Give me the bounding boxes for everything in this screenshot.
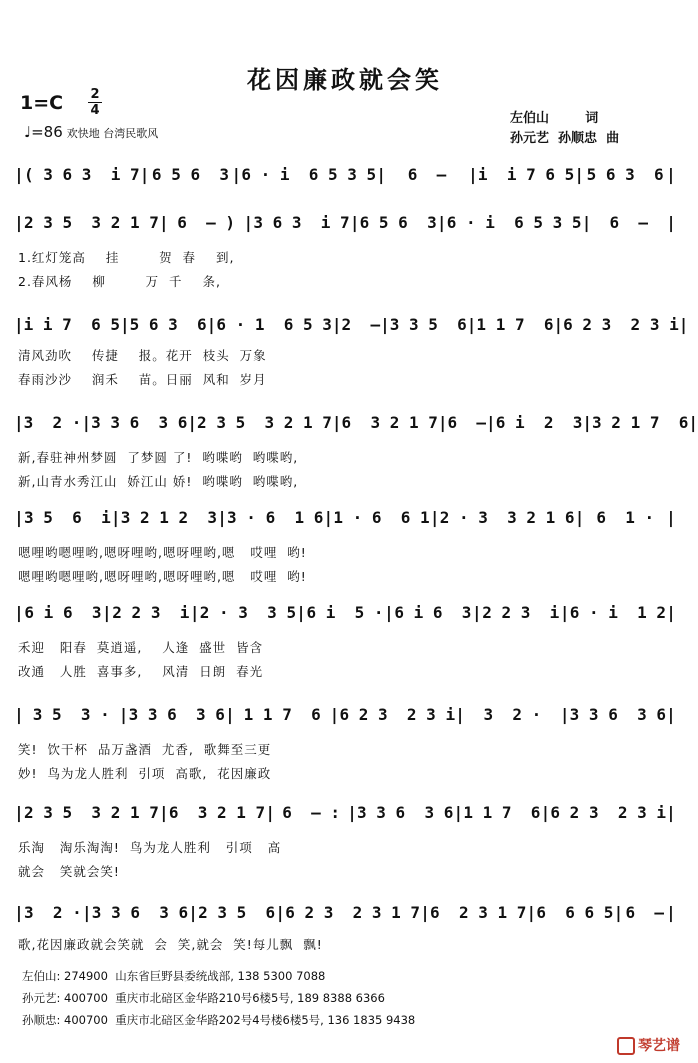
barline: |	[206, 314, 217, 334]
barline: |	[526, 902, 537, 922]
barline: |	[574, 507, 585, 527]
lyric-line: 就会 笑就会笑!	[18, 864, 120, 879]
barline: |	[14, 602, 24, 622]
barline: |	[678, 314, 689, 334]
measure: 5 6 3 6	[586, 164, 664, 184]
measure: 3 3 5 6	[389, 314, 467, 334]
barline: |	[217, 507, 227, 527]
barline: |	[468, 164, 478, 184]
barline: |	[331, 412, 342, 432]
measure: 3 2 ·	[24, 902, 82, 922]
barline: |	[119, 314, 130, 334]
measure: 6 – :	[282, 802, 340, 822]
measure: 6 –	[609, 212, 649, 232]
measure: 2 2 3 i	[482, 602, 560, 622]
barline: |	[110, 507, 121, 527]
barline: |	[14, 902, 24, 922]
barline: |	[159, 802, 169, 822]
measure: i i 7 6 5	[477, 164, 575, 184]
barline: |	[666, 212, 676, 232]
barline: |	[296, 602, 306, 622]
measure: i i 7 6 5	[23, 314, 120, 334]
barline: |	[243, 212, 254, 232]
measure: 2 3 5 3 2 1 7	[197, 412, 332, 432]
notation-system	[14, 408, 698, 436]
barline: |	[188, 902, 198, 922]
measure: 6 2 3 1 7	[430, 902, 527, 922]
barline: |	[384, 602, 394, 622]
barline: |	[466, 314, 477, 334]
measure: 6 –	[407, 164, 447, 184]
time-signature	[88, 88, 102, 117]
lyric-line: 妙! 鸟为龙人胜利 引项 高歌, 花因廉政	[18, 766, 272, 781]
measure: 6 · i 6 5 3 5	[446, 212, 582, 232]
barline: |	[14, 314, 24, 334]
barline: |	[666, 507, 676, 527]
measure: 6 · 1 6 5 3	[216, 314, 332, 334]
barline: |	[189, 602, 200, 622]
tempo-marking	[24, 123, 158, 141]
barline: |	[139, 164, 150, 184]
measure: 6 i 6 3	[394, 602, 472, 622]
barline: |	[540, 802, 551, 822]
barline: |	[666, 902, 676, 922]
lyric-line: 2.春风杨 柳 万 千 条,	[18, 274, 221, 289]
measure: 6 2 3 2 3 i	[563, 314, 679, 334]
measure: 6 i 5 ·	[306, 602, 384, 622]
footer-line: 孙顺忠: 400700 重庆市北碚区金华路202号4号楼6楼5号, 136 1835 9438	[22, 1013, 416, 1027]
footer-line: 孙元艺: 400700 重庆市北碚区金华路210号6楼5号, 189 8388 6366	[22, 991, 385, 1005]
barline: |	[329, 704, 340, 724]
measure: 3 3 6 3 6	[91, 412, 188, 432]
time-top: 2	[90, 87, 100, 102]
barline: |	[347, 802, 357, 822]
barline: |	[14, 704, 24, 724]
barline: |	[14, 507, 24, 527]
barline: |	[666, 704, 676, 724]
measure: 6 2 3 2 3 1 7	[285, 902, 421, 922]
barline: |	[666, 802, 676, 822]
measure: 2 · 3 3 5	[199, 602, 297, 622]
notation-system	[14, 898, 676, 926]
lyric-line: 新,春驻神州梦圆 了梦圆 了! 哟喋哟 哟喋哟,	[18, 450, 299, 465]
measure: 6 1 ·	[596, 507, 655, 527]
tempo-value: =86	[31, 123, 63, 141]
measure: 3 5 6 i	[24, 507, 111, 527]
lyric-line: 禾迎 阳春 莫逍遥, 人逢 盛世 皆含	[18, 640, 264, 655]
barline: |	[102, 602, 112, 622]
notation-system	[14, 208, 676, 236]
barline: |	[574, 164, 585, 184]
measure: 6 3 2 1 7	[168, 802, 266, 822]
lyric-line: 1.红灯笼高 挂 贺 春 到,	[18, 250, 235, 265]
barline: |	[14, 164, 24, 184]
barline: |	[486, 412, 496, 432]
quarter-note-icon: ♩	[24, 123, 32, 141]
barline: |	[666, 164, 676, 184]
measure: 1 · 6 6 1	[333, 507, 430, 527]
measure: 3 2 ·	[23, 412, 82, 432]
barline: |	[225, 704, 235, 724]
measure: 3 6 3 i 7	[253, 212, 350, 232]
barline: |	[118, 704, 129, 724]
barline: |	[582, 412, 593, 432]
barline: |	[323, 507, 334, 527]
barline: |	[436, 212, 447, 232]
measure: ( 3 6 3 i 7	[24, 164, 140, 184]
barline: |	[453, 802, 464, 822]
barline: |	[275, 902, 285, 922]
barline: |	[420, 902, 430, 922]
barline: |	[81, 902, 92, 922]
measure: 3 2 ·	[483, 704, 542, 724]
measure: 6 –	[625, 902, 664, 922]
notation-system	[14, 598, 676, 626]
measure: 6 5 6 3	[151, 164, 229, 184]
lyric-line: 新,山青水秀江山 娇江山 娇! 哟喋哟 哟喋哟,	[18, 474, 299, 489]
barline: |	[14, 212, 24, 232]
barline: |	[559, 704, 570, 724]
measure: 2 · 3 3 2 1 6	[439, 507, 575, 527]
footer-line: 左伯山: 274900 山东省巨野县委统战部, 138 5300 7088	[22, 969, 326, 983]
measure: 2 3 5 3 2 1 7	[24, 212, 159, 232]
measure: 6 2 3 2 3 i	[339, 704, 456, 724]
barline: |	[380, 314, 390, 334]
measure: 6 – )	[177, 212, 235, 232]
lyric-line: 笑! 饮干杯 品万盏酒 尤香, 歌舞至三更	[18, 742, 272, 757]
notation-system	[14, 160, 676, 188]
barline: |	[581, 212, 592, 232]
logo-icon	[617, 1037, 635, 1055]
barline: |	[559, 602, 570, 622]
measure: 2 2 3 i	[112, 602, 190, 622]
lyric-line: 嗯哩哟嗯哩哟,嗯呀哩哟,嗯呀哩哟,嗯 哎哩 哟!	[18, 569, 307, 584]
key-signature: 1=C	[20, 92, 64, 114]
notation-system	[14, 310, 689, 338]
measure: 1 1 7 6	[463, 802, 541, 822]
measure: 2 –	[341, 314, 381, 334]
barline: |	[349, 212, 360, 232]
watermark-text: 琴艺谱	[638, 1038, 680, 1054]
barline: |	[14, 412, 24, 432]
measure: 5 6 3 6	[129, 314, 207, 334]
measure: 3 3 6 3 6	[569, 704, 666, 724]
barline: |	[265, 802, 275, 822]
measure: 6 –	[447, 412, 487, 432]
lyric-line: 清风劲吹 传捷 报。花开 枝头 万象	[18, 348, 267, 363]
barline: |	[455, 704, 465, 724]
measure: 6 · i 1 2	[569, 602, 667, 622]
composer-credit: 孙元艺 孙顺忠 曲	[510, 131, 620, 146]
barline: |	[688, 412, 698, 432]
measure: 3 · 6 1 6	[227, 507, 324, 527]
barline: |	[613, 902, 624, 922]
measure: 6 6 6 5	[536, 902, 614, 922]
notation-system	[14, 700, 676, 728]
lyricist-credit: 左伯山 词	[510, 111, 599, 126]
barline: |	[429, 507, 440, 527]
barline: |	[553, 314, 564, 334]
barline: |	[81, 412, 92, 432]
song-title: 花因廉政就会笑	[247, 66, 443, 94]
measure: 3 3 6 3 6	[357, 802, 454, 822]
measure: 6 · i 6 5 3 5	[241, 164, 377, 184]
measure: 6 5 6 3	[359, 212, 437, 232]
measure: 6 2 3 2 3 i	[550, 802, 666, 822]
watermark-logo	[617, 1035, 680, 1055]
lyric-line: 嗯哩哟嗯哩哟,嗯呀哩哟,嗯呀哩哟,嗯 哎哩 哟!	[18, 545, 307, 560]
lyric-line: 春雨沙沙 润禾 苗。日丽 风和 岁月	[18, 372, 267, 387]
barline: |	[159, 212, 169, 232]
measure: 1 1 7 6	[476, 314, 554, 334]
measure: 2 3 5 3 2 1 7	[24, 802, 159, 822]
notation-system	[14, 503, 676, 531]
barline: |	[231, 164, 242, 184]
lyric-line: 改通 人胜 喜事多, 风清 日朗 春光	[18, 664, 264, 679]
barline: |	[666, 602, 676, 622]
barline: |	[187, 412, 198, 432]
barline: |	[331, 314, 342, 334]
measure: 1 1 7 6	[243, 704, 321, 724]
barline: |	[437, 412, 448, 432]
measure: 2 3 5 6	[198, 902, 276, 922]
time-bottom: 4	[90, 103, 100, 118]
measure: 6 3 2 1 7	[341, 412, 438, 432]
measure: 6 i 2 3	[495, 412, 583, 432]
measure: 3 3 6 3 6	[128, 704, 225, 724]
barline: |	[14, 802, 24, 822]
barline: |	[376, 164, 386, 184]
measure: 3 2 1 2 3	[120, 507, 218, 527]
notation-system	[14, 798, 676, 826]
measure: 3 5 3 ·	[32, 704, 110, 724]
measure: 3 2 1 7 6	[592, 412, 689, 432]
barline: |	[472, 602, 482, 622]
measure: 3 3 6 3 6	[91, 902, 189, 922]
measure: 6 i 6 3	[24, 602, 102, 622]
tempo-description: 欢快地 台湾民歌风	[66, 127, 159, 140]
lyric-line: 歌,花因廉政就会笑就 会 笑,就会 笑!每儿飘 飘!	[18, 937, 323, 952]
lyric-line: 乐淘 淘乐淘淘! 鸟为龙人胜利 引项 高	[18, 840, 282, 855]
